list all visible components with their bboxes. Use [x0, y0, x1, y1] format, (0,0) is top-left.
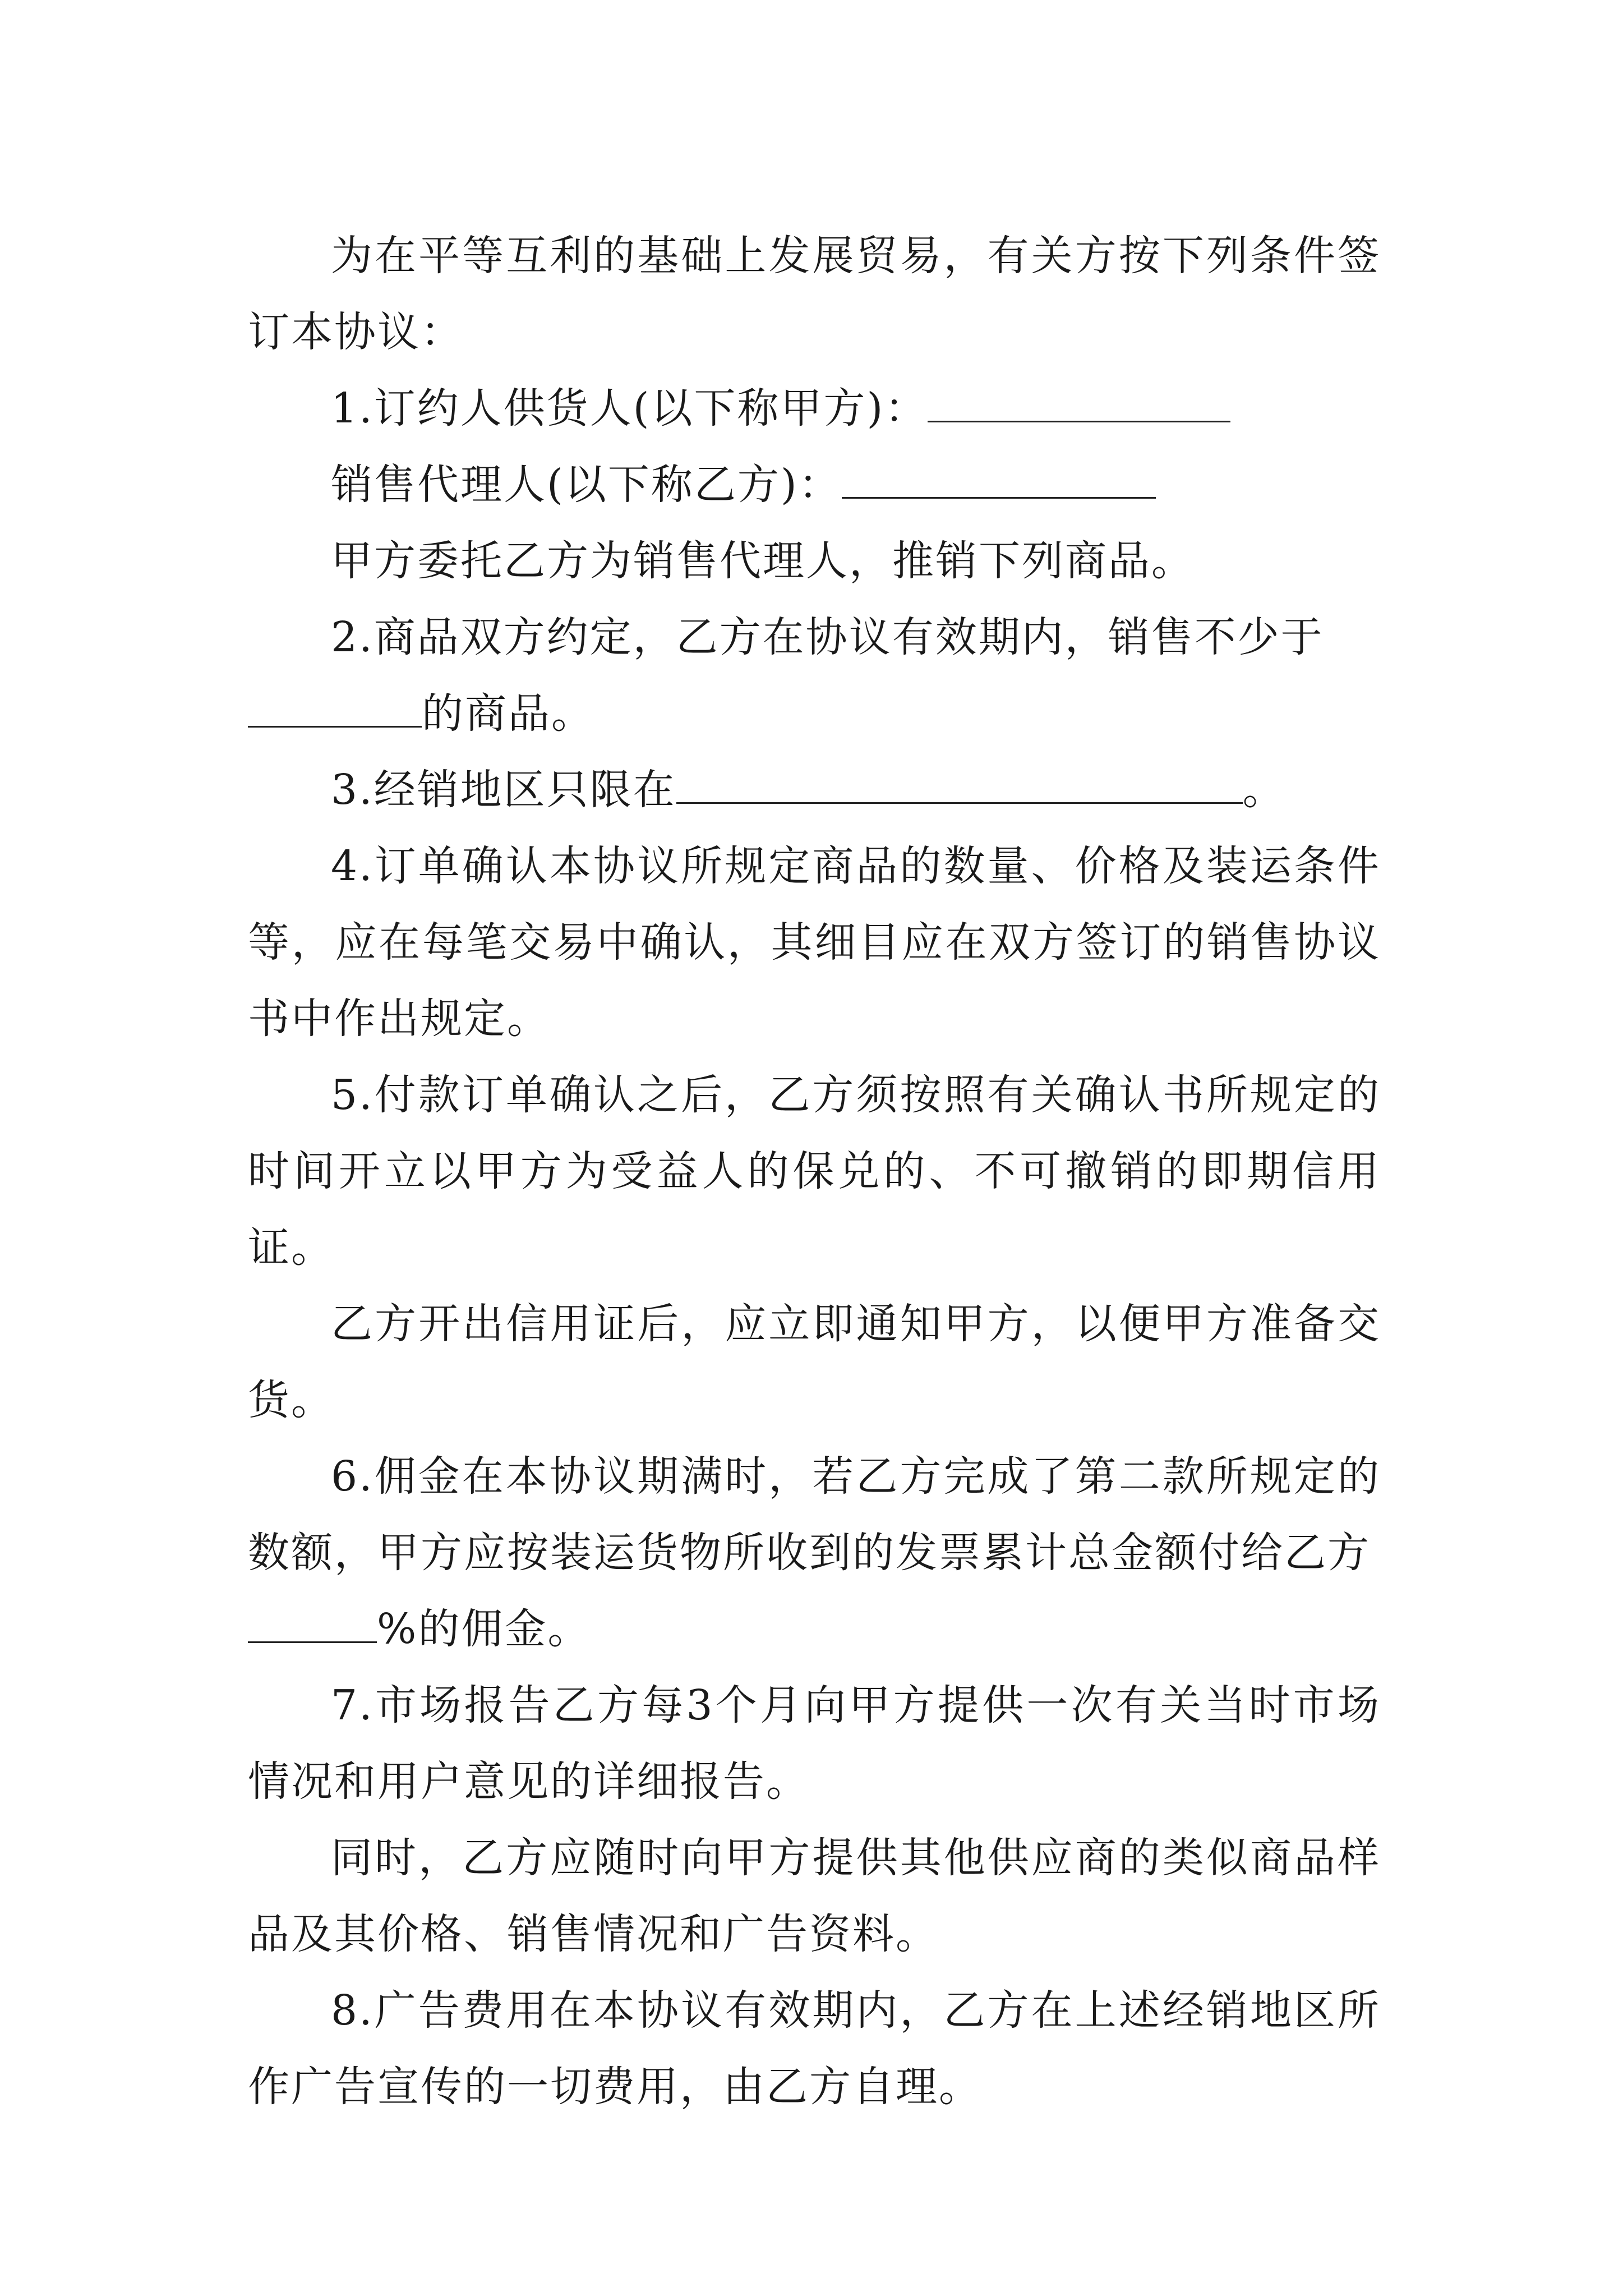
paragraph-advertising: 8.广告费用在本协议有效期内，乙方在上述经销地区所作广告宣传的一切费用，由乙方自理。: [248, 1986, 1381, 2111]
paragraph-area: [248, 752, 1381, 828]
supplier-blank[interactable]: [928, 383, 1230, 422]
paragraph-competitor-info: 同时，乙方应随时向甲方提供其他供应商的类似商品样品及其价格、销售情况和广告资料。: [248, 1834, 1381, 1958]
paragraph-goods: [248, 599, 1381, 752]
agent-blank[interactable]: [842, 459, 1156, 499]
paragraph-supplier: [248, 370, 1381, 447]
commission-text: 6.佣金在本协议期满时，若乙方完成了第二款所规定的数额，甲方应按装运货物所收到的发票累计总金额付给乙方: [248, 1452, 1381, 1577]
paragraph-agent: [248, 447, 1381, 523]
paragraph-preamble: 为在平等互利的基础上发展贸易，有关方按下列条件签订本协议：: [248, 232, 1381, 356]
paragraph-payment: 5.付款订单确认之后，乙方须按照有关确认书所规定的时间开立以甲方为受益人的保兑的、不可撤销的即期信用证。: [248, 1071, 1381, 1272]
goods-text-after: 的商品。: [422, 689, 594, 738]
paragraph-market-report: 7.市场报告乙方每3个月向甲方提供一次有关当时市场情况和用户意见的详细报告。: [248, 1681, 1381, 1806]
agent-label: 销售代理人(以下称乙方)：: [331, 461, 842, 509]
goods-quantity-blank[interactable]: [248, 688, 422, 728]
paragraph-letter-of-credit: 乙方开出信用证后，应立即通知甲方，以便甲方准备交货。: [248, 1300, 1381, 1424]
area-label: 3.经销地区只限在: [331, 766, 676, 814]
paragraph-order-confirmation: 4.订单确认本协议所规定商品的数量、价格及装运条件等，应在每笔交易中确认，其细目应在双方签订的销售协议书中作出规定。: [248, 842, 1381, 1043]
area-blank[interactable]: [676, 765, 1243, 804]
commission-percent-blank[interactable]: [248, 1604, 377, 1643]
area-after: 。: [1242, 766, 1286, 814]
supplier-label: 1.订约人供货人(以下称甲方)：: [331, 384, 928, 432]
commission-after: %的佣金。: [377, 1605, 591, 1653]
goods-text: 2.商品双方约定，乙方在协议有效期内，销售不少于: [331, 613, 1324, 661]
contract-body: [248, 218, 1381, 2125]
paragraph-commission: [248, 1438, 1381, 1667]
paragraph-entrust: 甲方委托乙方为销售代理人，推销下列商品。: [331, 537, 1195, 585]
